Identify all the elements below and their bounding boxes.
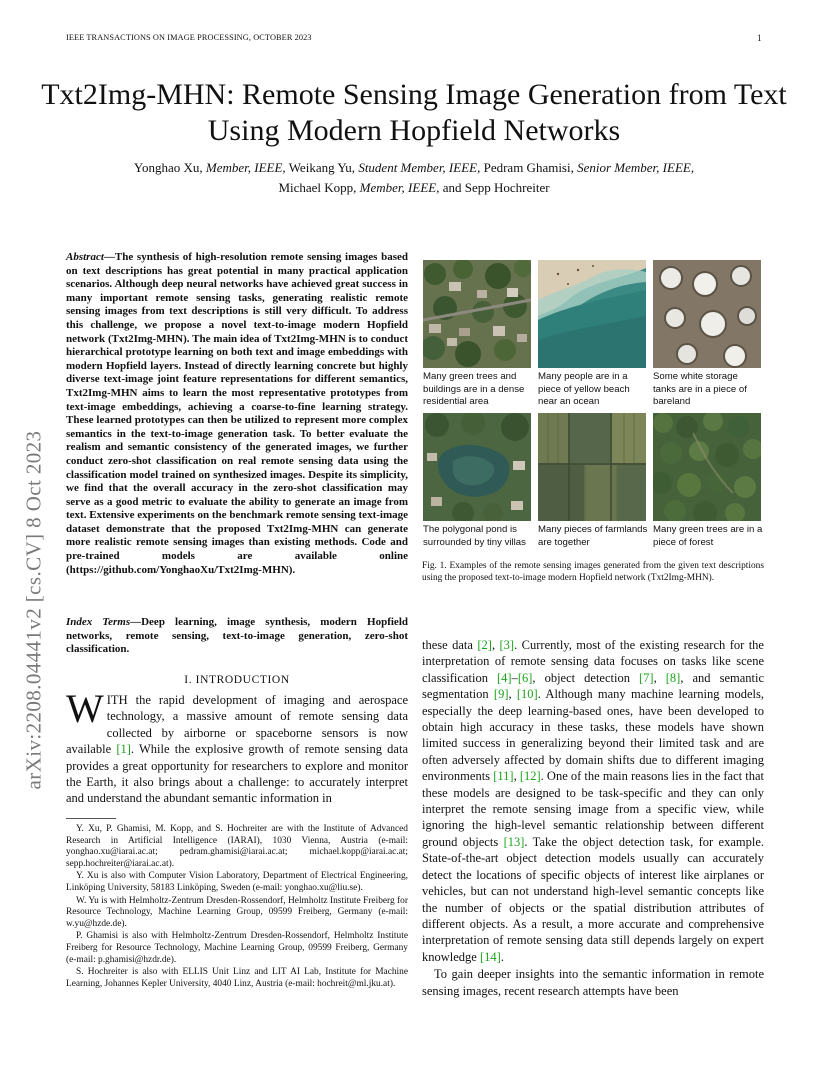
author-role: Member, IEEE, [202, 160, 286, 175]
index-terms-label: Index Terms [66, 616, 131, 628]
text-run: , [491, 638, 500, 652]
citation-link[interactable]: [11] [493, 769, 514, 784]
author-role: Student Member, IEEE, [355, 160, 481, 175]
section-heading: I. INTRODUCTION [184, 674, 290, 686]
text-run: , [513, 769, 520, 784]
text-run: , and semantic segmentation [422, 670, 765, 702]
footnote: S. Hochreiter is also with ELLIS Unit Linz and LIT AI Lab, Institute for Machine Learning, Johannes Kepler University, 4040 Linz, Austria (e-mail: hochreit@ml.jku.at). [66, 967, 408, 989]
text-run: . [500, 949, 504, 964]
figure-image-storage-tanks [653, 260, 761, 368]
paragraph: To gain deeper insights into the semantic information in remote sensing images, recent research attempts have been [422, 967, 764, 998]
figure-image-beach [538, 260, 646, 368]
author-list [60, 158, 768, 198]
footnote-divider [66, 818, 116, 819]
author-name: and Sepp Hochreiter [439, 180, 550, 195]
figure-subcaption: The polygonal pond is surrounded by tiny villas [423, 524, 526, 548]
figure-subcaption: Many green trees are in a piece of forest [653, 524, 763, 548]
citation-link[interactable]: [10] [516, 687, 538, 702]
citation-link[interactable]: [6] [517, 670, 533, 685]
text-run: . Currently, most of the existing research for the interpretation of remote sensing data focuses on tasks like scene classification [422, 638, 764, 685]
citation-link[interactable]: [1] [116, 742, 131, 757]
citation-link[interactable]: [4] [497, 670, 512, 685]
drop-cap: W [66, 686, 104, 731]
figure-subcaption: Many green trees and buildings are in a dense residential area [423, 371, 525, 407]
text-run: , [508, 687, 517, 702]
figure-image-forest [653, 413, 761, 521]
intro-text: ITH the rapid development of imaging and aerospace technology, a massive amount of remote sensing data collected by airborne or spaceborne sensors is now available [66, 693, 408, 757]
citation-link[interactable]: [7] [639, 670, 654, 685]
paper-title: Txt2Img-MHN: Remote Sensing Image Generation from Text Using Modern Hopfield Networks [41, 78, 787, 147]
text-run: . One of the main reasons lies in the fact that these models are designed to be task-specific and they can only interpret the remote sensing image from a specific view, while ignoring the high-level semantic relationship between different ground objects [422, 769, 764, 849]
citation-link[interactable]: [8] [665, 670, 681, 685]
text-run: . Take the object detection task, for example. State-of-the-art object detection models usually can accurately detect the locations of specific objects of interest like airplanes or vehicles, but can not understand high-level semantic concepts like the number of objects or the spatial distribution attributes of different objects. As a result, a more accurate and comprehensive interpretation of remote sensing data still depends largely on expert knowledge [422, 834, 764, 964]
body-text [422, 637, 764, 999]
citation-link[interactable]: [12] [519, 769, 541, 784]
text-run: , [653, 670, 666, 685]
figure-caption: Fig. 1. Examples of the remote sensing images generated from the given text descriptions using the proposed text-to-image modern Hopfield network (Txt2Img-MHN). [422, 561, 764, 583]
text-run: , object detection [532, 670, 640, 685]
author-name: Weikang Yu, [285, 160, 356, 175]
citation-link[interactable]: [14] [479, 949, 501, 964]
figure-image-pond [423, 413, 531, 521]
citation-link[interactable]: [3] [499, 638, 515, 652]
footnote: W. Yu is with Helmholtz-Zentrum Dresden-Rossendorf, Helmholtz Institute Freiberg for Resource Technology, Machine Learning Group, 09599 Freiberg, Germany (e-mail: w.yu@hzde.de). [66, 895, 408, 929]
footnote: Y. Xu, P. Ghamisi, M. Kopp, and S. Hochreiter are with the Institute of Advanced Research in Artificial Intelligence (IARAI), 1030 Vienna, Austria (e-mail: yonghao.xu@iarai.ac.at; pedram.ghamisi@iarai.ac.at; michael.kopp@iarai.ac.at; sepp.hochreiter@iarai.ac.at). [66, 824, 408, 869]
figure-image-residential [423, 260, 531, 368]
figure-subcaption: Many people are in a piece of yellow beach near an ocean [538, 371, 630, 407]
author-role: Member, IEEE, [356, 180, 440, 195]
index-terms [66, 616, 408, 657]
citation-link[interactable]: [13] [503, 834, 525, 849]
intro-text: . While the explosive growth of remote sensing data provides a great opportunity for researchers to explore and monitor the Earth, it also brings about a challenge: to accurately interpret and understand the abundant semantic information in [66, 742, 408, 806]
citation-link[interactable]: [9] [493, 687, 509, 702]
page-number: 1 [757, 33, 762, 43]
running-header: IEEE TRANSACTIONS ON IMAGE PROCESSING, OCTOBER 2023 [66, 33, 312, 42]
citation-link[interactable]: [2] [477, 638, 492, 652]
abstract-text: —The synthesis of high-resolution remote sensing images based on text descriptions has great potential in many practical application scenarios. Although deep neural networks have achieved great success in many important remote sensing tasks, generating realistic remote sensing images from text descriptions is still very difficult. To address this challenge, we propose a novel text-to-image modern Hopfield network (Txt2Img-MHN). The main idea of Txt2Img-MHN is to conduct hierarchical prototype learning on both text and image embeddings with modern Hopfield layers. Instead of directly learning concrete but highly diverse text-image joint feature representations for different semantics, Txt2Img-MHN aims to learn the most representative prototypes from text-image embeddings, achieving a coarse-to-fine learning strategy. These learned prototypes can then be utilized to represent more complex semantics in the text-to-image generation task. To better evaluate the realism and semantic consistency of the generated images, we further conduct zero-shot classification on real remote sensing data using the classification model trained on synthesized images. Despite its simplicity, we find that the overall accuracy in the zero-shot classification may serve as a good metric to evaluate the ability to generate an image from text. Extensive experiments on the benchmark remote sensing text-image dataset demonstrate that the proposed Txt2Img-MHN can generate more realistic remote sensing images than existing methods. Code and pre-trained models are available online (https://github.com/YonghaoXu/Txt2Img-MHN). [66, 251, 408, 576]
paragraph [422, 637, 764, 965]
index-terms-text: —Deep learning, image synthesis, modern Hopfield networks, remote sensing, text-to-image generation, zero-shot classification. [66, 616, 408, 656]
text-run: these data [422, 638, 478, 652]
figure-subcaption: Many pieces of farmlands are together [538, 524, 648, 548]
abstract [66, 251, 408, 577]
text-run: – [511, 670, 518, 685]
footnote: Y. Xu is also with Computer Vision Laboratory, Department of Electrical Engineering, Linköping University, 58183 Linköping, Sweden (e-mail: yonghao.xu@liu.se). [66, 871, 408, 893]
figure-subcaption: Some white storage tanks are in a piece of bareland [653, 371, 747, 407]
author-role: Senior Member, IEEE, [573, 160, 695, 175]
footnotes [66, 824, 408, 991]
arxiv-stamp[interactable]: arXiv:2208.04441v2 [cs.CV] 8 Oct 2023 [21, 430, 46, 790]
author-name: Pedram Ghamisi, [480, 160, 574, 175]
footnote: P. Ghamisi is also with Helmholtz-Zentrum Dresden-Rossendorf, Helmholtz Institute Freiberg for Resource Technology, Machine Learning Group, 09599 Freiberg, Germany (e-mail: p.ghamisi@hzdr.de). [66, 931, 408, 965]
text-run: . Although many machine learning models, especially the deep learning-based ones, have been developed to obtain high accuracy in these tasks, these models have shown limited success in generalizing beyond their limited task and are often adversely affected by domain shifts due to different imaging environments [422, 687, 764, 784]
abstract-label: Abstract [66, 251, 104, 263]
figure-image-farmland [538, 413, 646, 521]
author-name: Michael Kopp, [278, 180, 357, 195]
intro-paragraph [66, 686, 408, 807]
author-name: Yonghao Xu, [133, 160, 203, 175]
